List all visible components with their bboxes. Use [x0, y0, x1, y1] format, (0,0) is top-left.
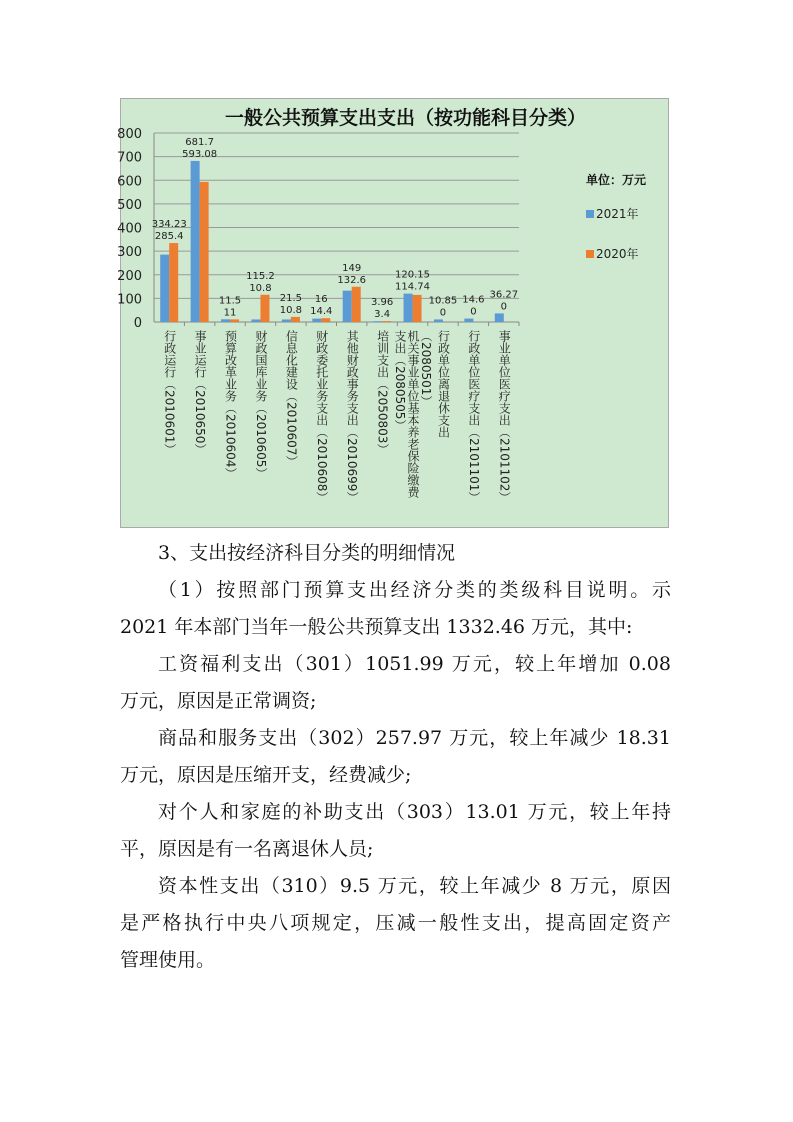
data-label-2021: 14.6 — [462, 294, 485, 306]
paragraph-line: 平，原因是有一名离退休人员; — [120, 838, 374, 860]
data-label-2020: 21.5 — [279, 292, 303, 304]
x-category-label — [393, 330, 432, 498]
legend-item-2020: 2020年 — [586, 245, 639, 262]
chart-title: 一般公共预算支出支出（按功能科目分类） — [224, 107, 586, 129]
bar-2021 — [160, 255, 169, 322]
data-label-2020: 0 — [470, 306, 477, 318]
x-category-label — [345, 330, 358, 503]
category-label-line: 财政国库业务（2010605） — [253, 330, 268, 480]
y-tick-label: 500 — [117, 197, 142, 213]
bar-2021 — [495, 313, 504, 322]
data-label-2020: 11 — [223, 307, 237, 319]
data-label-2020: 334.23 — [151, 219, 187, 231]
bar-2021 — [434, 319, 443, 322]
paragraph-line: （1）按照部门预算支出经济分类的类级科目说明。示 — [158, 579, 671, 601]
bar-2020 — [382, 321, 391, 322]
bar-2020 — [321, 318, 330, 322]
data-label-2021: 3.4 — [374, 309, 391, 321]
bar-2021 — [191, 161, 200, 322]
category-label-line: （2080501） — [419, 330, 434, 408]
category-label-line: 机关事业单位基本养老保险缴费 — [406, 330, 421, 498]
bar-2020 — [230, 319, 239, 322]
category-label-line: 培训支出（2050803） — [375, 330, 390, 456]
x-category-label — [254, 330, 267, 479]
category-label-line: 信息化建设（2010607） — [284, 330, 299, 468]
y-tick-label: 400 — [117, 221, 142, 237]
bar-2021 — [373, 321, 382, 322]
data-label-2021: 11.5 — [218, 295, 242, 307]
x-category-label — [497, 330, 510, 503]
category-label-line: 行政单位离退休支出 — [436, 330, 451, 438]
data-label-2021: 10.85 — [428, 295, 458, 307]
x-category-label — [163, 330, 176, 455]
data-label-2021: 285.4 — [154, 231, 184, 243]
x-category-label — [193, 330, 206, 455]
category-label-line: 其他财政事务支出（2010699） — [345, 330, 360, 504]
data-label-2020: 149 — [342, 262, 362, 274]
data-label-2020: 115.2 — [246, 270, 275, 282]
x-category-label — [467, 330, 480, 503]
unit-label: 单位：万元 — [586, 173, 647, 187]
category-label-line: 行政单位医疗支出（2101101） — [466, 330, 481, 504]
bar-2020 — [169, 243, 178, 322]
paragraph-line: 工资福利支出（301）1051.99 万元，较上年增加 0.08 — [158, 653, 671, 675]
bar-2021 — [221, 319, 230, 322]
category-label-line: 事业单位医疗支出（2101102） — [497, 330, 512, 504]
paragraph-line: 资本性支出（310）9.5 万元，较上年减少 8 万元，原因 — [158, 875, 671, 897]
bar-2021 — [464, 319, 473, 322]
category-label-line: 事业运行（2010650） — [193, 330, 208, 456]
data-label-2020: 3.96 — [370, 297, 394, 309]
bar-2020 — [200, 182, 209, 322]
bar-2021 — [282, 319, 291, 322]
data-label-2021: 681.7 — [185, 136, 214, 148]
data-label-2021: 120.15 — [395, 269, 431, 281]
paragraph-line: 对个人和家庭的补助支出（303）13.01 万元，较上年持 — [158, 801, 671, 823]
bar-2021 — [343, 291, 352, 322]
bar-2021 — [404, 294, 413, 322]
bar-chart — [117, 98, 669, 528]
paragraph-line: 万元，原因是正常调资; — [120, 690, 317, 712]
data-label-2021: 36.27 — [489, 289, 519, 301]
category-label-line: 财政委托业务支出（2010608） — [314, 330, 329, 504]
data-label-2021: 10.8 — [249, 282, 272, 294]
y-tick-label: 700 — [117, 150, 142, 166]
paragraph-line: 万元，原因是压缩开支，经费减少; — [120, 764, 412, 786]
data-label-2020: 16 — [314, 294, 328, 306]
legend-item-2021: 2021年 — [586, 205, 639, 222]
paragraph-line: 商品和服务支出（302）257.97 万元，较上年减少 18.31 — [158, 727, 671, 749]
x-category-label — [315, 330, 328, 503]
y-tick-label: 800 — [117, 127, 142, 142]
category-label-line: 预算改革业务（2010604） — [223, 330, 238, 480]
paragraph-line: 2021 年本部门当年一般公共预算支出 1332.46 万元，其中: — [120, 616, 633, 638]
document-body — [120, 535, 671, 979]
x-category-label — [224, 330, 237, 479]
bar-2020 — [291, 317, 300, 322]
legend-swatch — [586, 210, 594, 218]
category-label-line: 支出（2080505） — [393, 330, 408, 432]
data-label-2021: 14.4 — [310, 306, 333, 318]
x-category-label — [376, 330, 389, 455]
bar-2021 — [251, 319, 260, 322]
bar-2020 — [413, 295, 422, 322]
data-label-2021: 132.6 — [337, 274, 367, 286]
category-label-line: 行政运行（2010601） — [162, 330, 177, 456]
y-tick-label: 200 — [117, 268, 142, 284]
y-tick-label: 100 — [117, 292, 142, 308]
section-heading: 3、支出按经济科目分类的明细情况 — [158, 542, 456, 564]
bar-2021 — [312, 319, 321, 322]
x-category-label — [436, 330, 449, 438]
y-tick-label: 300 — [117, 245, 142, 261]
data-label-2020: 0 — [439, 307, 447, 319]
data-label-2020: 114.74 — [395, 281, 431, 293]
y-tick-label: 0 — [133, 316, 142, 331]
data-label-2020: 593.08 — [182, 148, 218, 160]
data-label-2020: 0 — [500, 301, 507, 313]
paragraph-line: 是严格执行中央八项规定，压减一般性支出，提高固定资产 — [120, 912, 671, 934]
legend-swatch — [586, 250, 594, 258]
bar-2020 — [352, 287, 361, 322]
data-label-2021: 10.8 — [279, 304, 303, 316]
y-tick-label: 600 — [117, 174, 142, 190]
paragraph-line: 管理使用。 — [120, 949, 216, 971]
bar-2020 — [260, 295, 269, 322]
x-category-label — [284, 330, 297, 467]
